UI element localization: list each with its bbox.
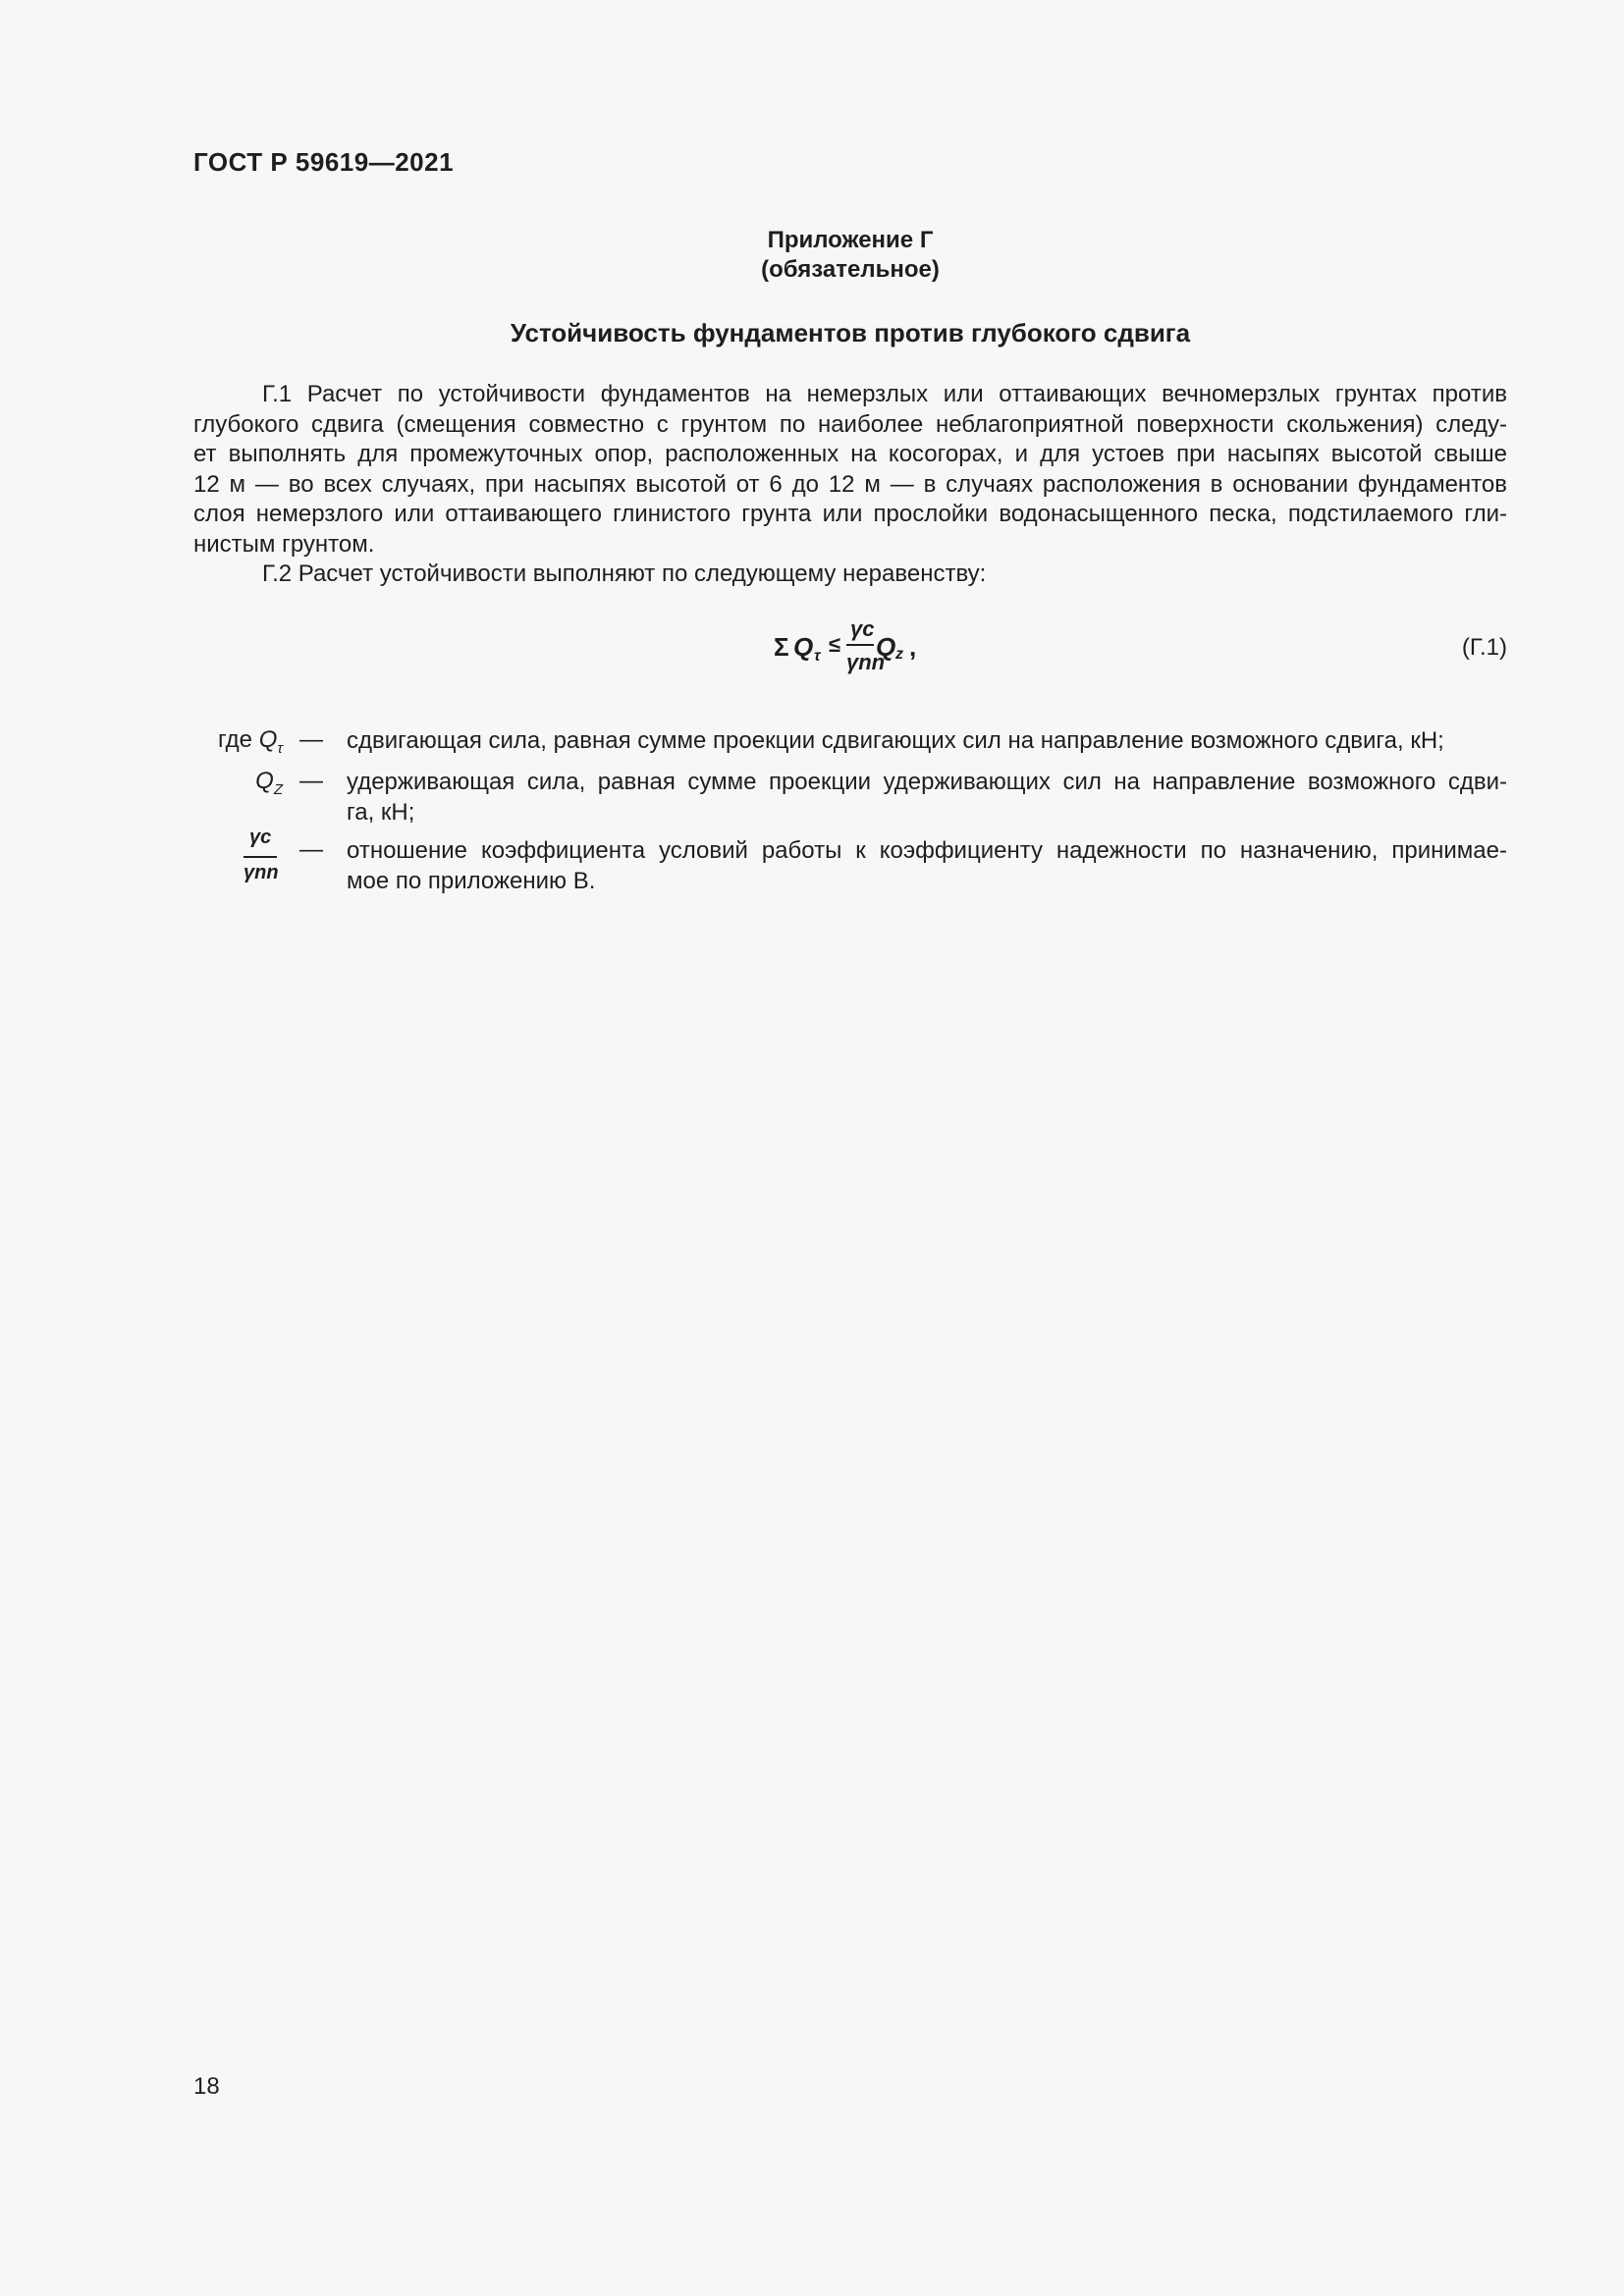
paragraph-line: нистым грунтом. xyxy=(193,530,375,558)
appendix-status: (обязательное) xyxy=(761,256,940,283)
paragraph-g2 xyxy=(193,560,1507,590)
paragraph-line: ет выполнять для промежуточных опор, расположенных на косогорах, и для устоев при насыпях высотой свыше xyxy=(193,441,1507,467)
standard-code: ГОСТ Р 59619—2021 xyxy=(193,147,455,177)
formula-g1 xyxy=(774,616,970,695)
definition-symbol xyxy=(218,726,283,757)
definition-dash: — xyxy=(299,726,323,753)
section-title: Устойчивость фундаментов против глубокого сдвига xyxy=(510,318,1191,347)
formula-fraction-bar xyxy=(846,644,874,646)
definition-fraction-denominator: γnn xyxy=(244,862,279,883)
appendix-title: Приложение Г xyxy=(767,227,934,253)
definition-fraction-bar xyxy=(244,856,277,858)
formula-q-z: Q xyxy=(876,632,896,662)
definition-line: мое по приложению В. xyxy=(347,867,596,894)
definition-symbol xyxy=(255,768,283,798)
paragraph-line: слоя немерзлого или оттаивающего глинистого грунта или прослойки водонасыщенного песка, подстилаемого гли- xyxy=(193,501,1507,527)
formula-q-tau-subscript: τ xyxy=(814,648,821,665)
definition-fraction-numerator: γc xyxy=(249,827,272,848)
definition-line: сдвигающая сила, равная сумме проекции сдвигающих сил на направление возможного сдвига, кН; xyxy=(347,727,1444,754)
paragraph-line: глубокого сдвига (смещения совместно с грунтом по наиболее неблагоприятной поверхности скольжения) следу- xyxy=(193,410,1507,438)
formula-sigma: Σ xyxy=(774,632,789,662)
paragraph-line: Г.1 Расчет по устойчивости фундаментов на немерзлых или оттаивающих вечномерзлых грунтах против xyxy=(262,381,1507,407)
formula-number: (Г.1) xyxy=(1461,634,1507,661)
definition-line: отношение коэффициента условий работы к коэффициенту надежности по назначению, принимае- xyxy=(347,837,1507,864)
definition-dash: — xyxy=(299,768,323,794)
formula-comma: , xyxy=(909,632,917,662)
definition-symbol-subscript: τ xyxy=(277,740,283,757)
formula-numerator: γc xyxy=(850,616,875,641)
page-number: 18 xyxy=(193,2073,220,2100)
paragraph-g1 xyxy=(193,380,1507,560)
paragraph-line: Г.2 Расчет устойчивости выполняют по следующему неравенству: xyxy=(262,561,987,587)
definition-symbol-letter: Q xyxy=(255,768,274,794)
definition-prefix: где xyxy=(218,726,259,753)
definition-line: га, кН; xyxy=(347,798,415,826)
definition-symbol-subscript: Z xyxy=(273,781,283,798)
definition-fraction-symbol xyxy=(242,827,283,895)
definition-text xyxy=(347,836,1507,896)
formula-denominator: γnn xyxy=(846,650,886,674)
definition-symbol-letter: Q xyxy=(258,726,278,753)
formula-relation: ≤ xyxy=(829,632,841,657)
definition-text xyxy=(347,768,1507,828)
formula-q-tau: Q xyxy=(793,632,814,662)
paragraph-line: 12 м — во всех случаях, при насыпях высотой от 6 до 12 м — в случаях расположения в основании фундаментов xyxy=(193,470,1507,498)
definition-dash: — xyxy=(299,836,323,863)
definition-text xyxy=(347,726,1507,757)
definition-line: удерживающая сила, равная сумме проекции удерживающих сил на направление возможного сдви- xyxy=(347,769,1507,795)
formula-q-z-subscript: z xyxy=(895,646,903,663)
